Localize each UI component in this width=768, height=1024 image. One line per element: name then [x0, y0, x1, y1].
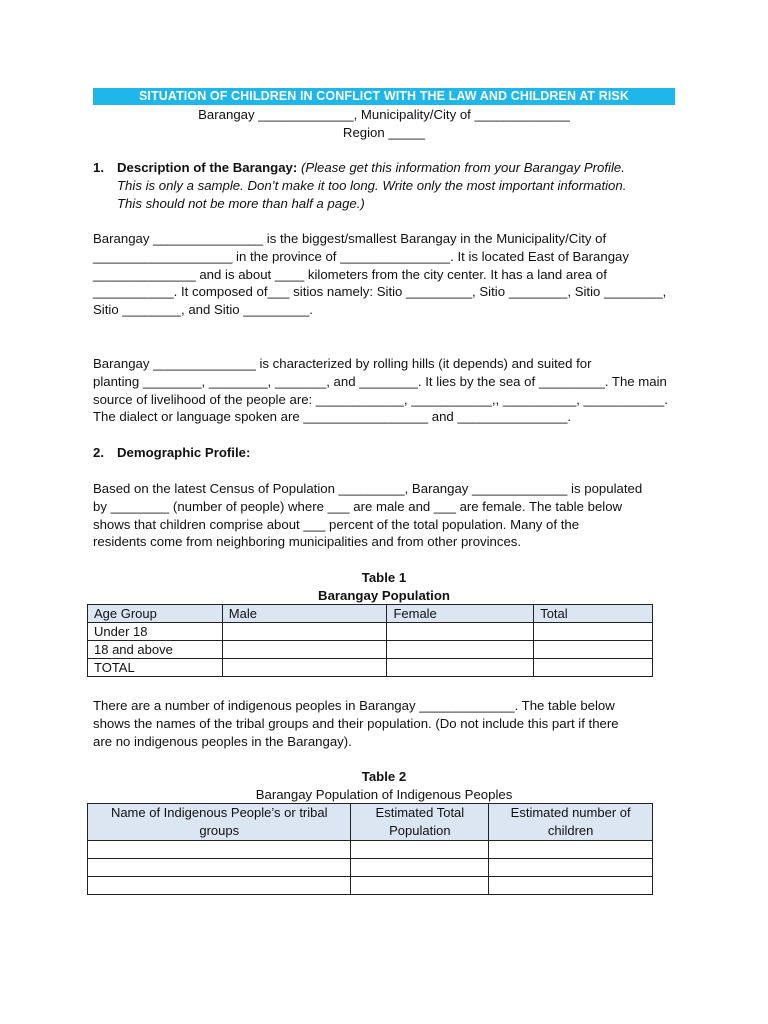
paragraph-line: Based on the latest Census of Population _________, Barangay _____________ is populated — [93, 481, 643, 496]
row-label: TOTAL — [88, 659, 223, 677]
indigenous-peoples-paragraph — [93, 697, 675, 750]
section-2-heading: Demographic Profile: — [117, 445, 251, 460]
table-cell[interactable] — [88, 877, 351, 895]
table-row — [88, 641, 653, 659]
paragraph-line: There are a number of indigenous peoples in Barangay _____________. The table below — [93, 698, 615, 713]
table-cell[interactable] — [489, 841, 653, 859]
table-cell[interactable] — [351, 841, 489, 859]
table-2-label: Table 2 — [361, 769, 407, 784]
barangay-geography-paragraph — [93, 355, 675, 426]
paragraph-line: ______________ and is about ____ kilometers from the city center. It has a land area of — [93, 266, 607, 282]
table-cell[interactable] — [222, 623, 387, 641]
table-cell[interactable] — [534, 641, 653, 659]
table-cell[interactable] — [489, 877, 653, 895]
header-line: Population — [389, 823, 451, 838]
section-1-note-line-1: (Please get this information from your Barangay Profile. — [300, 160, 625, 175]
section-1-number: 1. — [93, 160, 104, 175]
barangay-municipality-line: Barangay _____________, Municipality/City of _____________ — [198, 107, 570, 122]
header-line: Estimated number of — [510, 805, 631, 820]
table-row — [88, 623, 653, 641]
paragraph-line: The dialect or language spoken are _________________ and _______________. — [93, 409, 572, 425]
column-header-age-group: Age Group — [88, 605, 223, 623]
table-cell[interactable] — [534, 659, 653, 677]
paragraph-line: residents come from neighboring municipalities and from other provinces. — [93, 534, 522, 550]
paragraph-line: ___________________ in the province of _______________. It is located East of Barangay — [93, 248, 629, 264]
header-line: groups — [199, 823, 240, 838]
table-row — [88, 659, 653, 677]
region-line: Region _____ — [342, 125, 426, 140]
paragraph-line: ___________. It composed of___ sitios namely: Sitio _________, Sitio ________, Sitio ________, — [93, 284, 667, 300]
table-cell[interactable] — [534, 623, 653, 641]
row-label: Under 18 — [88, 623, 223, 641]
table-row — [88, 859, 653, 877]
column-header-tribal-groups — [88, 804, 351, 841]
paragraph-line: source of livelihood of the people are: ____________, ___________,, __________, ___________. — [93, 391, 668, 407]
table-cell[interactable] — [387, 641, 534, 659]
table-cell[interactable] — [351, 877, 489, 895]
table-1-caption: Barangay Population — [318, 588, 450, 603]
table-cell[interactable] — [88, 841, 351, 859]
header-line: Name of Indigenous People’s or tribal — [110, 805, 328, 820]
column-header-estimated-total-population — [351, 804, 489, 841]
demographic-paragraph — [93, 480, 675, 551]
paragraph-line: shows the names of the tribal groups and their population. (Do not include this part if there — [93, 715, 619, 731]
paragraph-line: Sitio ________, and Sitio _________. — [93, 302, 313, 318]
row-label: 18 and above — [88, 641, 223, 659]
table-1-label: Table 1 — [361, 570, 407, 585]
barangay-population-table — [87, 604, 653, 677]
table-cell[interactable] — [351, 859, 489, 877]
section-1-heading: Description of the Barangay: — [117, 160, 298, 175]
paragraph-line: by ________ (number of people) where ___ are male and ___ are female. The table below — [93, 498, 623, 514]
paragraph-line: Barangay _______________ is the biggest/smallest Barangay in the Municipality/City of — [93, 231, 607, 246]
table-cell[interactable] — [387, 623, 534, 641]
table-row — [88, 877, 653, 895]
header-line: children — [547, 823, 594, 838]
paragraph-line: are no indigenous peoples in the Barangay). — [93, 733, 352, 749]
table-cell[interactable] — [222, 641, 387, 659]
table-header-row — [88, 605, 653, 623]
column-header-male: Male — [222, 605, 387, 623]
header-line: Estimated Total — [375, 805, 465, 820]
section-1-note-line-2: This is only a sample. Don’t make it too long. Write only the most important information. — [117, 177, 627, 193]
indigenous-population-table — [87, 803, 653, 895]
paragraph-line: shows that children comprise about ___ percent of the total population. Many of the — [93, 516, 580, 532]
table-row — [88, 841, 653, 859]
paragraph-line: planting ________, ________, _______, and ________. It lies by the sea of _________. The main — [93, 373, 667, 389]
table-cell[interactable] — [222, 659, 387, 677]
table-cell[interactable] — [88, 859, 351, 877]
section-1-note-line-3: This should not be more than half a page.) — [117, 195, 365, 211]
table-header-row — [88, 804, 653, 841]
column-header-female: Female — [387, 605, 534, 623]
table-cell[interactable] — [387, 659, 534, 677]
table-2-caption: Barangay Population of Indigenous Peoples — [255, 787, 513, 802]
section-1-description — [117, 159, 682, 212]
column-header-estimated-children — [489, 804, 653, 841]
barangay-description-paragraph — [93, 230, 675, 319]
paragraph-line: Barangay ______________ is characterized by rolling hills (it depends) and suited for — [93, 356, 592, 371]
document-title: SITUATION OF CHILDREN IN CONFLICT WITH THE LAW AND CHILDREN AT RISK — [93, 88, 675, 105]
table-cell[interactable] — [489, 859, 653, 877]
section-2-number: 2. — [93, 445, 104, 460]
column-header-total: Total — [534, 605, 653, 623]
